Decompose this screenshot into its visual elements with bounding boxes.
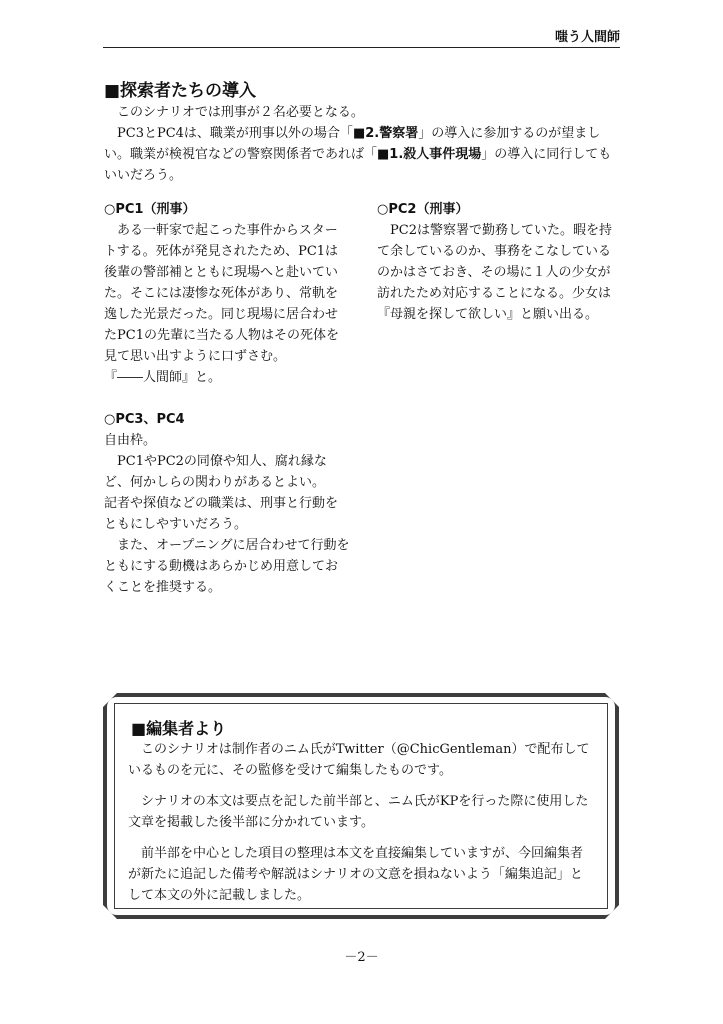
reference-murder-scene: ■1.殺人事件現場 (377, 147, 482, 162)
editor-note-body (128, 739, 594, 916)
editor-note-paragraph-3 (128, 843, 594, 906)
left-column (104, 199, 350, 598)
pc1-heading: ○PC1（刑事） (104, 202, 196, 217)
page-number: －2－ (344, 950, 379, 965)
reference-police-station: ■2.警察署 (352, 126, 419, 141)
pc34-paragraph-2: 記者や探偵などの職業は、刑事と行動をともにしやすいだろう。 (104, 496, 339, 532)
intro-paragraph-1: このシナリオでは刑事が２名必要となる。 (117, 105, 364, 120)
intro-text (104, 102, 621, 186)
right-column (377, 199, 622, 325)
intro-text-c: 」の導入に同行してもいいだろう。 (104, 147, 612, 183)
editor-note-paragraph-1: このシナリオは制作者のニム氏がTwitter（@ChicGentleman）で配布しているものを元に、その監修を受けて編集したものです。 (128, 742, 590, 778)
editor-note-paragraph-3a: 前半部を中心とした項目の整理は本文を直接編集していますが、今回編集者が新たに追記した備考や解説はシナリオの文意を損ねないよう (128, 846, 584, 882)
pc34-paragraph-3: また、オープニングに居合わせて行動をともにする動機はあらかじめ用意しておくことを推奨する。 (104, 538, 350, 595)
spacer (104, 388, 350, 409)
pc34-paragraph-1: PC1やPC2の同僚や知人、腐れ縁など、何かしらの関わりがあるとよい。 (104, 454, 327, 490)
editor-note-title: ■編集者より (131, 719, 227, 738)
pc34-heading: ○PC3、PC4 (104, 412, 185, 427)
intro-paragraph-2 (104, 123, 621, 186)
section-title: ■探索者たちの導入 (104, 81, 257, 101)
editor-note-paragraph-3b: 「編集追記」として本文の外に記載しました。 (128, 867, 583, 903)
editor-note-paragraph-2: シナリオの本文は要点を記した前半部と、ニム氏がKPを行った際に使用した文章を掲載した後半部に分かれています。 (128, 794, 589, 830)
intro-text-a: PC3とPC4は、職業が刑事以外の場合「 (117, 126, 353, 141)
pc2-heading: ○PC2（刑事） (377, 202, 469, 217)
pc34-free-slot: 自由枠。 (104, 433, 157, 448)
header-rule (103, 47, 620, 48)
pc1-body: ある一軒家で起こった事件からスタートする。死体が発見されたため、PC1は後輩の警部補とともに現場へと赴いていた。そこには凄惨な死体があり、常軌を逸した光景だった。同じ現場に居合わせたPC1の先輩に当たる人物はその死体を見て思い出すように口ずさむ。 (104, 223, 339, 364)
intro-text-b: 」の導入に参加するのが望ましい。職業が検視官などの警察関係者であれば「 (104, 126, 601, 162)
pc1-quote: 『――人間師』と。 (104, 370, 222, 385)
running-header: 嗤う人間師 (554, 30, 620, 45)
pc2-body: PC2は警察署で勤務していた。暇を持て余しているのか、事務をこなしているのかはさておき、その場に１人の少女が訪れたため対応することになる。少女は『母親を探して欲しい』と願い出る。 (377, 223, 612, 322)
